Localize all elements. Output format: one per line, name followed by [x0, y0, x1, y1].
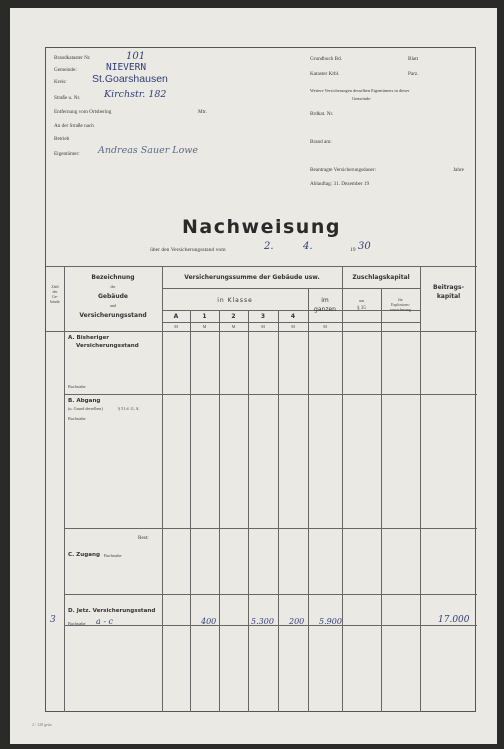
- versicherungssumme-header: Versicherungssumme der Gebäude usw.: [184, 274, 320, 281]
- col-a-rule: [190, 310, 191, 712]
- brand-am-label: Brand am:: [310, 139, 332, 145]
- kreis-label: Kreis:: [54, 79, 67, 85]
- weitere-versicherungen-line1: Weitere Versicherungen desselben Eigentümers in dieser: [310, 88, 410, 93]
- unit-3: M: [261, 324, 265, 329]
- stand-year-suffix: 30: [358, 241, 371, 252]
- row-d-beitrag: 17.000: [438, 615, 470, 625]
- weitere-versicherungen-line2: Gemeinde:: [352, 96, 372, 101]
- footer-note: 2 / 120 grün: [32, 722, 52, 727]
- table-header-bottom-rule: [46, 331, 477, 332]
- jahre-label: Jahre: [453, 167, 464, 173]
- unit-2: M: [231, 324, 236, 329]
- col-bezeichnung-gebaeude: Gebäude: [98, 293, 128, 300]
- row-d-im-ganzen: 5.900: [319, 617, 342, 626]
- in-klasse-header: in Klasse: [217, 297, 253, 304]
- zuschlag-sub1: aus: [358, 298, 365, 303]
- brdkat-label: Brdkat. Nr.: [310, 111, 334, 117]
- table-top-rule: [46, 266, 477, 267]
- col-zuschlag-rule: [381, 288, 382, 712]
- betrieb-label: Betrieb: [54, 136, 70, 142]
- col-zahl-rule: [64, 266, 65, 712]
- stand-year-prefix: 19: [350, 247, 356, 253]
- zuschlag-header: Zuschlagskapital: [352, 274, 410, 281]
- stand-month: 4.: [303, 241, 313, 252]
- klasse-3: 3: [260, 313, 266, 320]
- strasse-value: Kirchstr. 182: [104, 89, 167, 100]
- section-a-rule: [64, 394, 477, 395]
- section-a-title: A. Bisheriger: [68, 335, 110, 341]
- kataster-label: Kataster Krbl.: [310, 71, 340, 77]
- gemeinde-label: Gemeinde:: [54, 67, 77, 73]
- col-bezeichnung-rule: [162, 266, 163, 712]
- versicherungsdauer-label: Beantragte Versicherungsdauer:: [310, 167, 377, 173]
- an-der-strasse-label: An der Straße nach: [54, 123, 94, 129]
- row-d-zahl: 3: [50, 615, 56, 625]
- kreis-value: St.Goarshausen: [92, 73, 168, 85]
- subtitle: über den Versicherungsstand vom: [150, 247, 226, 253]
- brandkataster-value: 101: [126, 51, 146, 62]
- col-bezeichnung-title: Bezeichnung: [91, 274, 135, 281]
- beitrag-header-2: kapital: [436, 293, 461, 300]
- entfernung-label: Entfernung vom Ortsbering: [54, 109, 112, 115]
- section-b-title: B. Abgang: [68, 398, 101, 404]
- klasse-1: 1: [202, 313, 207, 320]
- rest-label: Rest:: [138, 535, 149, 541]
- section-d-title: D. Jetz. Versicherungsstand: [68, 608, 156, 614]
- klasse-2: 2: [231, 313, 236, 320]
- col-bezeichnung-stand: Versicherungsstand: [79, 312, 147, 319]
- section-c-rule: [64, 594, 477, 595]
- unit-ganzen: M: [323, 324, 327, 329]
- gemeinde-value: NIEVERN: [106, 62, 147, 73]
- eigentuemer-value: Andreas Sauer Lowe: [98, 145, 199, 156]
- document-title: Nachweisung: [182, 216, 341, 238]
- section-a-buchstabe: Buchstabe: [68, 384, 86, 389]
- col-bezeichnung-und: und: [110, 303, 116, 308]
- entfernung-unit: Mtr.: [198, 109, 207, 115]
- section-b-buchstabe: Buchstabe: [68, 416, 86, 421]
- col-2-rule: [248, 310, 249, 712]
- section-c-title: C. Zugang: [68, 552, 100, 558]
- unit-1: M: [202, 324, 207, 329]
- col-bezeichnung-der: der: [110, 284, 116, 289]
- col-4-rule: [308, 288, 309, 712]
- row-d-klasse-a: 400: [201, 617, 217, 626]
- blatt-label: Blatt: [408, 56, 419, 62]
- klasse-4: 4: [290, 313, 296, 320]
- im-ganzen-2: ganzen: [314, 306, 336, 313]
- form-frame: [45, 47, 476, 712]
- zuschlag-sub2: § 35: [357, 306, 366, 311]
- brandkataster-label: Brandkataster Nr.: [54, 55, 91, 61]
- section-b-rule: [64, 528, 477, 529]
- row-d-klasse-4: 200: [289, 617, 305, 626]
- section-d-buchstabe: Buchstabe: [68, 621, 86, 626]
- explosion-header: für Explosions- versicherung: [390, 297, 411, 312]
- section-a-title2: Versicherungsstand: [76, 343, 139, 349]
- col-ganzen-rule: [342, 266, 343, 712]
- col-explosion-rule: [420, 266, 421, 712]
- row-d-buchstabe: a - c: [96, 617, 114, 626]
- beitrag-header-1: Beitrags-: [433, 284, 464, 291]
- klasse-a: A: [173, 313, 179, 320]
- unit-4: M: [291, 324, 295, 329]
- document-page: [10, 8, 497, 744]
- parz-label: Parz.: [408, 71, 419, 77]
- section-b-sub: (u. Grund derselben): [68, 406, 103, 411]
- ablauftag-label: Ablauftag: 31. Dezember 19: [310, 181, 370, 187]
- section-c-buchstabe: Buchstabe: [104, 553, 122, 558]
- section-b-para: § 51 d. G. A.: [118, 406, 140, 411]
- col-zahl-header: Zahl der Ge- bäude: [50, 284, 60, 304]
- col-1-rule: [219, 310, 220, 712]
- eigentuemer-label: Eigentümer:: [54, 151, 80, 157]
- strasse-label: Straße u. Nr.: [54, 95, 81, 101]
- row-d-klasse-3: 5.300: [251, 617, 274, 626]
- im-ganzen-1: im: [321, 297, 329, 304]
- grundbuch-label: Grundbuch Bd.: [310, 56, 342, 62]
- stand-day: 2.: [264, 241, 274, 252]
- unit-a: M: [174, 324, 178, 329]
- col-3-rule: [278, 310, 279, 712]
